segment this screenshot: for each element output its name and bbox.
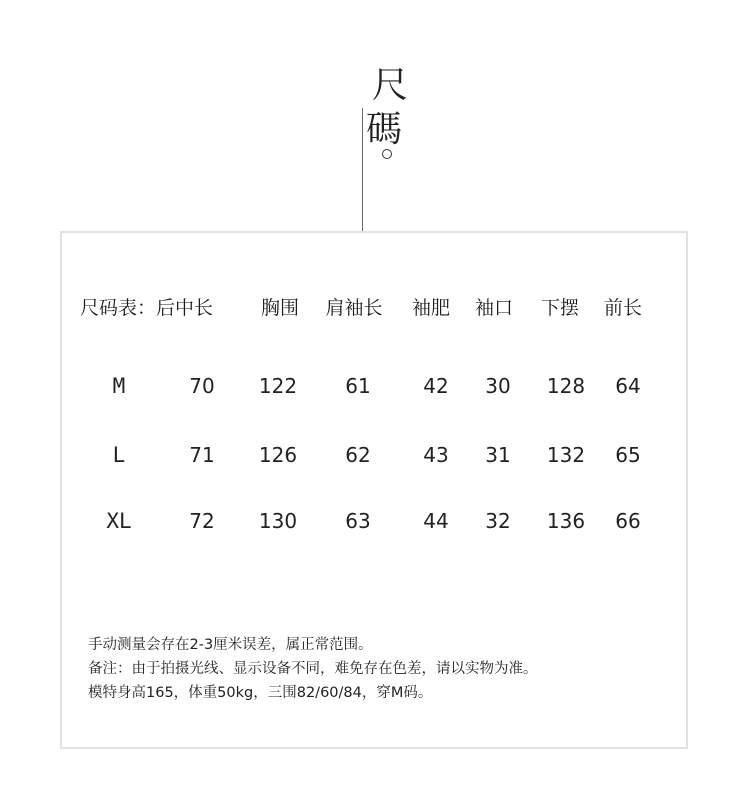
value-cell: 72 <box>189 509 215 533</box>
value-cell: 31 <box>485 443 511 467</box>
value-cell: 132 <box>546 443 586 467</box>
heading-char-1: 尺 <box>372 65 409 106</box>
heading-divider <box>362 108 363 232</box>
table-row <box>80 371 660 401</box>
heading-period-mark <box>382 149 392 159</box>
value-cell: 61 <box>345 374 371 398</box>
value-cell: 42 <box>423 374 449 398</box>
size-cell: M <box>112 374 126 398</box>
notes-block <box>88 633 668 705</box>
table-row <box>80 506 660 536</box>
table-row <box>80 440 660 470</box>
value-cell: 62 <box>345 443 371 467</box>
value-cell: 71 <box>189 443 215 467</box>
header-cell-sleeve-width: 袖肥 <box>411 297 451 319</box>
value-cell: 66 <box>615 509 641 533</box>
note-measurement-error: 手动测量会存在2-3厘米误差，属正常范围。 <box>88 637 373 653</box>
value-cell: 32 <box>485 509 511 533</box>
value-cell: 128 <box>546 374 586 398</box>
header-cell-front-length: 前长 <box>603 297 643 319</box>
size-heading <box>362 66 422 170</box>
table-header-row <box>80 293 660 323</box>
note-color-difference: 备注：由于拍摄光线、显示设备不同，难免存在色差，请以实物为准。 <box>88 661 538 677</box>
header-cell-chest: 胸围 <box>260 297 300 319</box>
value-cell: 126 <box>258 443 298 467</box>
value-cell: 130 <box>258 509 298 533</box>
value-cell: 122 <box>258 374 298 398</box>
value-cell: 65 <box>615 443 641 467</box>
value-cell: 70 <box>189 374 215 398</box>
heading-char-2: 碼 <box>366 109 403 150</box>
value-cell: 64 <box>615 374 641 398</box>
header-cell-hem: 下摆 <box>540 297 580 319</box>
value-cell: 136 <box>546 509 586 533</box>
value-cell: 43 <box>423 443 449 467</box>
size-cell: L <box>112 443 126 467</box>
size-chart-card <box>60 231 688 749</box>
header-cell-label: 尺码表：后中长 <box>80 297 214 319</box>
note-model-info: 模特身高165，体重50kg，三围82/60/84，穿M码。 <box>88 685 433 701</box>
header-cell-cuff: 袖口 <box>474 297 514 319</box>
size-cell: XL <box>106 509 132 533</box>
header-cell-shoulder-sleeve: 肩袖长 <box>325 297 383 319</box>
value-cell: 44 <box>423 509 449 533</box>
value-cell: 63 <box>345 509 371 533</box>
value-cell: 30 <box>485 374 511 398</box>
